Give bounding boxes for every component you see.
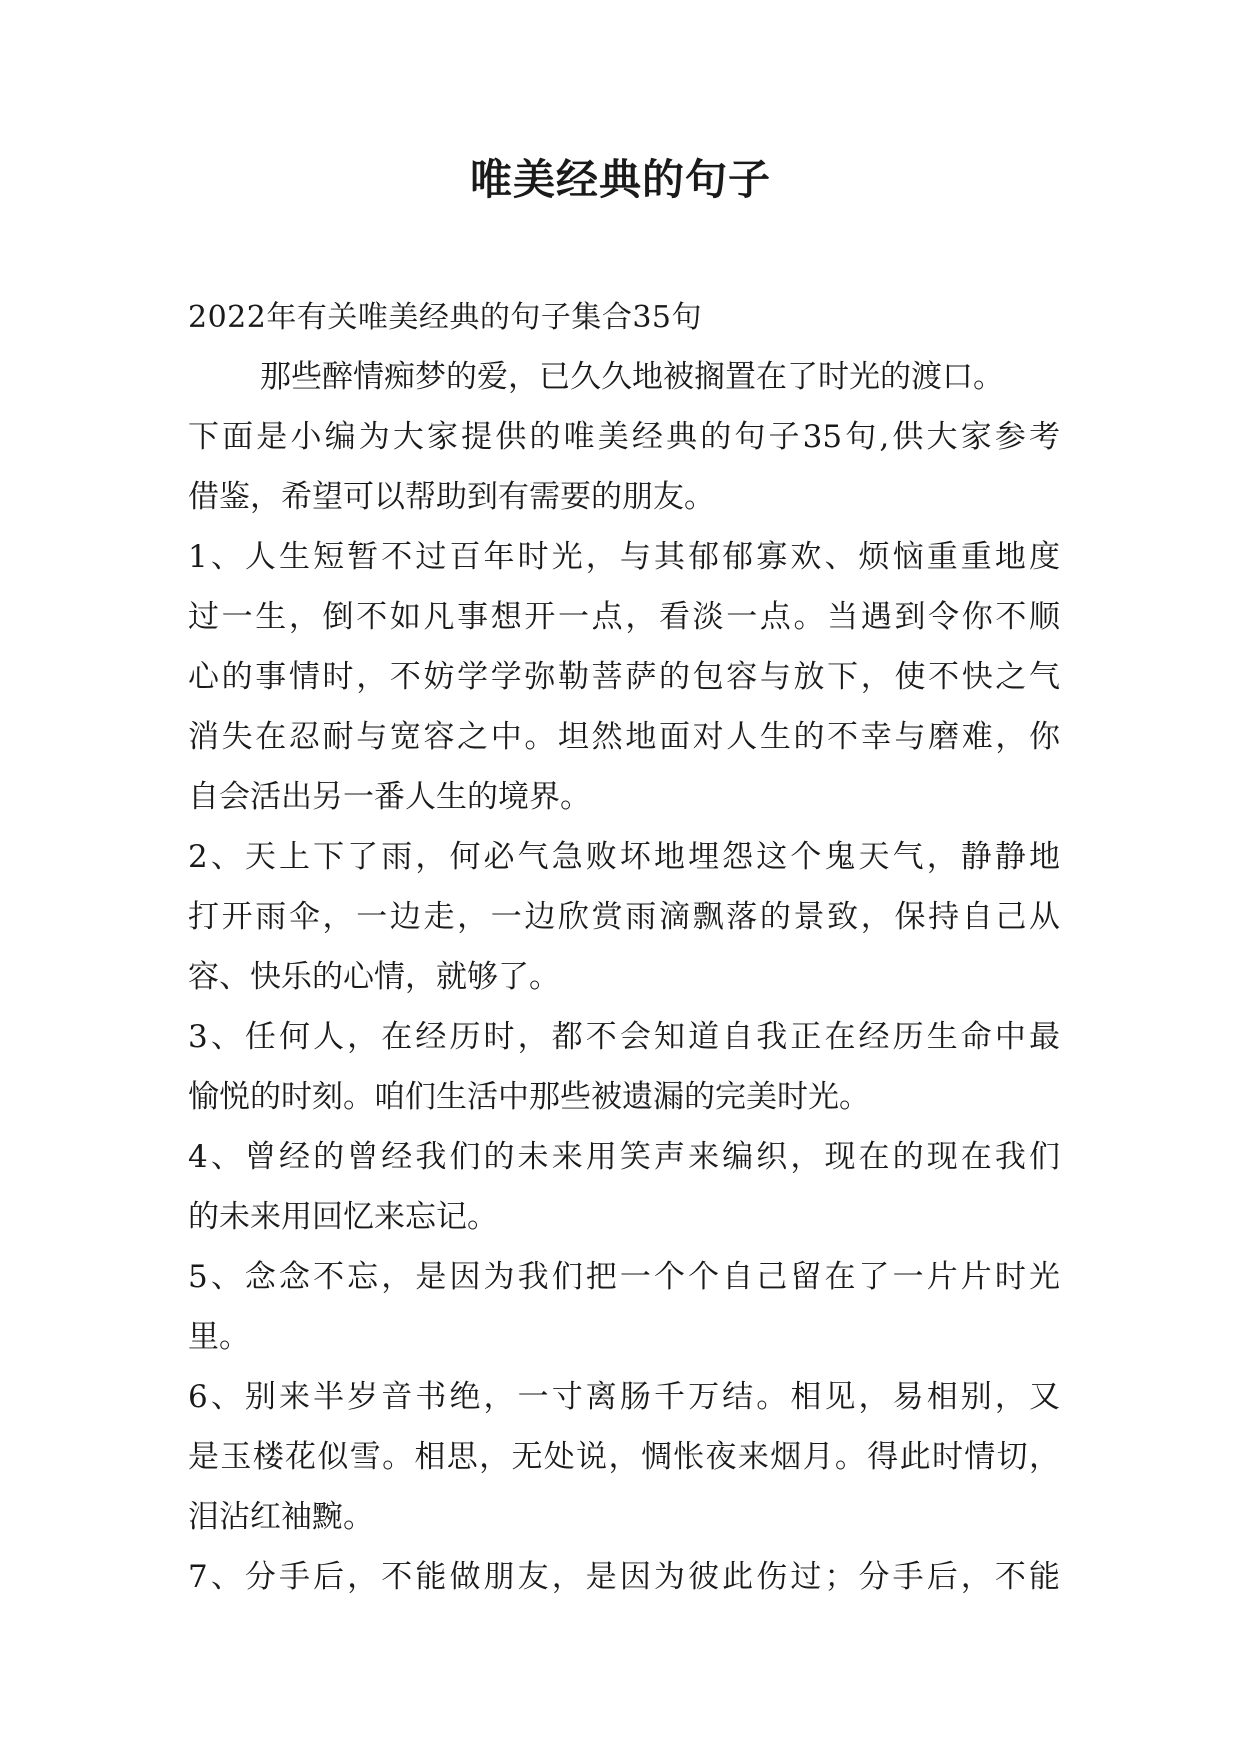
paragraph-line: 5、念念不忘，是因为我们把一个个自己留在了一片片时光 xyxy=(188,1259,1060,1295)
paragraph-line: 那些醉情痴梦的爱，已久久地被搁置在了时光的渡口。 xyxy=(260,359,1004,395)
paragraph-line: 里。 xyxy=(188,1319,250,1355)
paragraph-line: 消失在忍耐与宽容之中。坦然地面对人生的不幸与磨难，你 xyxy=(188,719,1060,755)
paragraph-line: 下面是小编为大家提供的唯美经典的句子35句,供大家参考 xyxy=(188,419,1060,455)
paragraph-line: 3、任何人，在经历时，都不会知道自我正在经历生命中最 xyxy=(188,1019,1060,1055)
paragraph-line: 6、别来半岁音书绝，一寸离肠千万结。相见，易相别，又 xyxy=(188,1379,1060,1415)
paragraph-line: 的未来用回忆来忘记。 xyxy=(188,1199,498,1235)
paragraph-line: 泪沾红袖黦。 xyxy=(188,1499,374,1535)
paragraph-line: 心的事情时，不妨学学弥勒菩萨的包容与放下，使不快之气 xyxy=(188,659,1060,695)
paragraph-line: 过一生，倒不如凡事想开一点，看淡一点。当遇到令你不顺 xyxy=(188,599,1060,635)
paragraph-line: 2、天上下了雨，何必气急败坏地埋怨这个鬼天气，静静地 xyxy=(188,839,1060,875)
document-body xyxy=(188,289,1060,1607)
paragraph-line: 1、人生短暂不过百年时光，与其郁郁寡欢、烦恼重重地度 xyxy=(188,539,1060,575)
paragraph-line: 4、曾经的曾经我们的未来用笑声来编织，现在的现在我们 xyxy=(188,1139,1060,1175)
paragraph-line: 借鉴，希望可以帮助到有需要的朋友。 xyxy=(188,479,715,515)
paragraph-line: 愉悦的时刻。咱们生活中那些被遗漏的完美时光。 xyxy=(188,1079,870,1115)
paragraph-line: 7、分手后，不能做朋友，是因为彼此伤过；分手后，不能 xyxy=(188,1559,1060,1595)
document-title: 唯美经典的句子 xyxy=(469,155,771,204)
document-subtitle: 2022年有关唯美经典的句子集合35句 xyxy=(188,300,703,335)
paragraph-line: 自会活出另一番人生的境界。 xyxy=(188,779,591,815)
paragraph-line: 容、快乐的心情，就够了。 xyxy=(188,959,560,995)
paragraph-line: 是玉楼花似雪。相思，无处说，惆怅夜来烟月。得此时情切， xyxy=(188,1439,1060,1475)
paragraph-line: 打开雨伞，一边走，一边欣赏雨滴飘落的景致，保持自己从 xyxy=(188,899,1060,935)
